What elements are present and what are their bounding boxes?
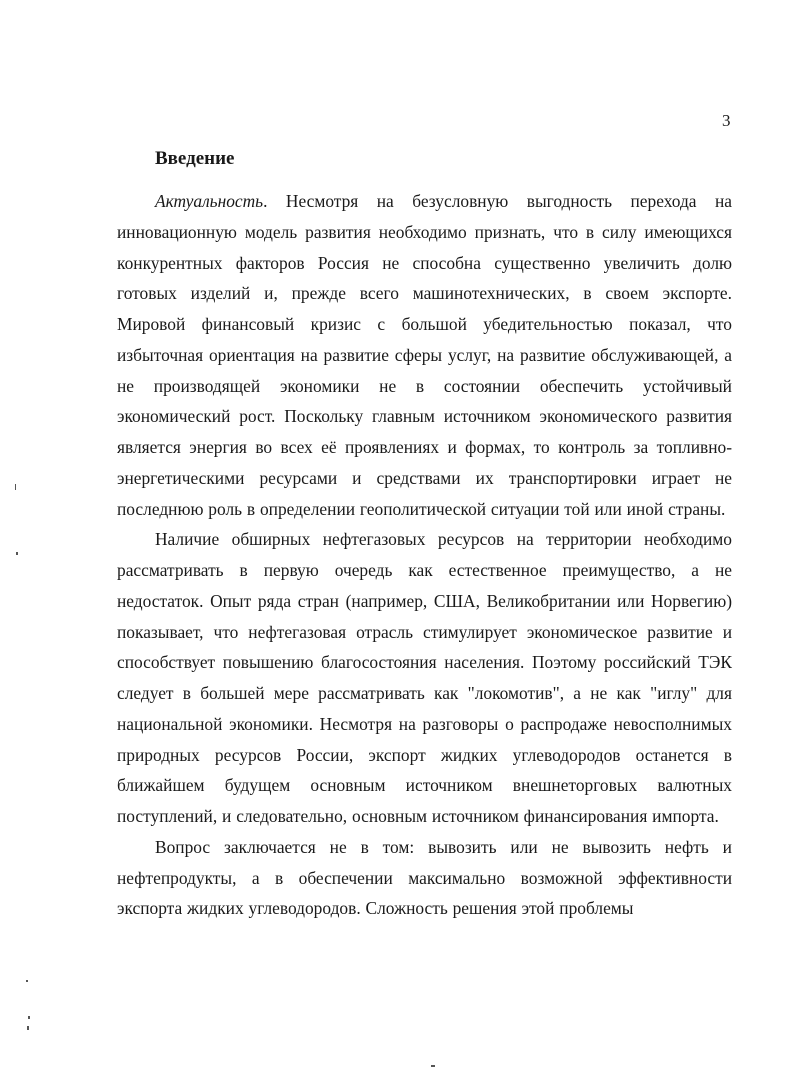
scan-artifact: [26, 980, 28, 982]
scan-artifact: [15, 484, 16, 490]
document-body: [117, 186, 732, 924]
scan-artifact: [28, 1016, 30, 1019]
scan-artifact: [431, 1065, 435, 1067]
scan-artifact: [16, 552, 18, 555]
scan-artifact: [27, 1026, 29, 1030]
paragraph-question: Вопрос заключается не в том: вывозить или не вывозить нефть и нефтепродукты, а в обеспечении максимально возможной эффективности экспорта жидких углеводородов. Сложность решения этой проблемы: [117, 836, 732, 919]
paragraph-text: . Несмотря на безусловную выгодность перехода на инновационную модель развития необходимо признать, что в силу имеющихся конкурентных факторов Россия не способна существенно увеличить долю готовых изделий и, прежде всего машинотехнических, в своем экспорте. Мировой финансовый кризис с большой убедительностью показал, что избыточная ориентация на развитие сферы услуг, на развитие обслуживающей, а не производящей экономики не в состоянии обеспечить устойчивый экономический рост. Поскольку главным источником экономического развития является энергия во всех её проявлениях и формах, то контроль за топливно-энергетическими ресурсами и средствами их транспортировки играет не последнюю роль в определении геополитической ситуации той или иной страны.: [117, 191, 732, 519]
paragraph-relevance: [117, 186, 732, 524]
page-number: 3: [722, 111, 731, 130]
paragraph-resources: Наличие обширных нефтегазовых ресурсов на территории необходимо рассматривать в первую очередь как естественное преимущество, а не недостаток. Опыт ряда стран (например, США, Великобритании или Норвегию) показывает, что нефтегазовая отрасль стимулирует экономическое развитие и способствует повышению благосостояния населения. Поэтому российский ТЭК следует в большей мере рассматривать как "локомотив", а не как "иглу" для национальной экономики. Несмотря на разговоры о распродаже невосполнимых природных ресурсов России, экспорт жидких углеводородов останется в ближайшем будущем основным источником внешнеторговых валютных поступлений, и следовательно, основным источником финансирования импорта.: [117, 529, 732, 826]
lead-term: Актуальность: [155, 191, 264, 211]
section-heading: Введение: [155, 148, 235, 169]
